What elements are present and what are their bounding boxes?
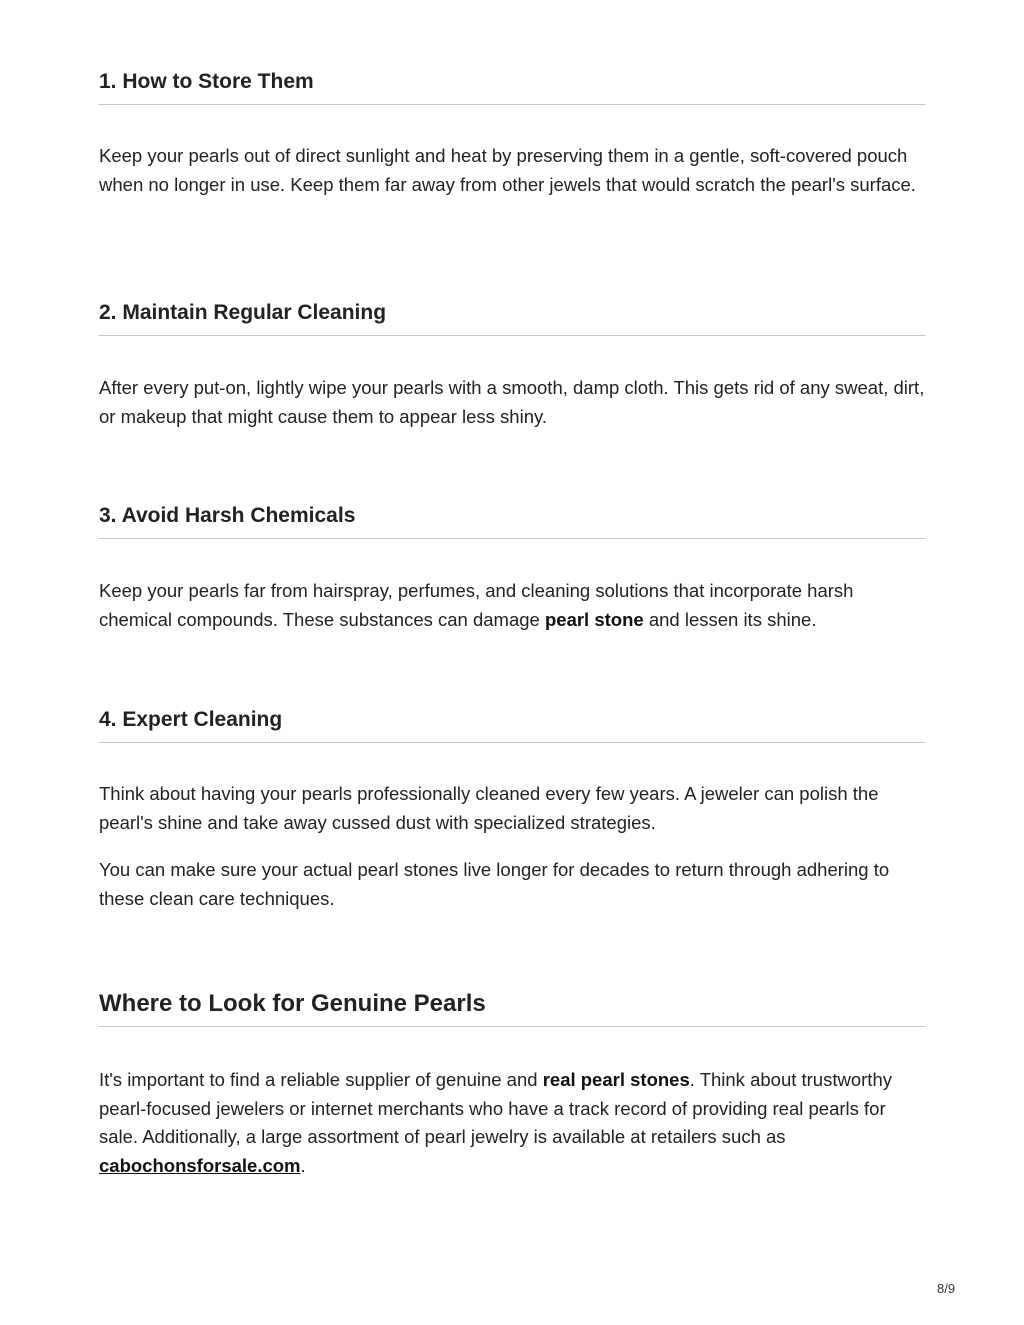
section-paragraph-expert-2: You can make sure your actual pearl stones live longer for decades to return through adhering to these clean care techniques. — [99, 859, 890, 909]
paragraph-text: Keep your pearls far from hairspray, perfumes, and cleaning solutions that incorporate harsh chemical compounds. These substances can damage — [99, 580, 854, 630]
where-paragraph — [99, 1066, 925, 1180]
paragraph-text: and lessen its shine. — [643, 608, 817, 630]
bold-keyword: pearl stone — [544, 608, 644, 630]
page-number: 8/9 — [937, 1281, 956, 1296]
cabochons-link[interactable]: cabochonsforsale.com — [99, 1154, 301, 1176]
section-heading-store: 1. How to Store Them — [99, 69, 925, 105]
section-paragraph-expert: Think about having your pearls professionally cleaned every few years. A jeweler can polish the pearl's shine and take away cussed dust with specialized strategies. — [99, 783, 879, 833]
section-paragraph-chemicals — [99, 577, 925, 634]
section-paragraph-cleaning: After every put-on, lightly wipe your pearls with a smooth, damp cloth. This gets rid of any sweat, dirt, or makeup that might cause them to appear less shiny. — [99, 377, 925, 427]
where-heading: Where to Look for Genuine Pearls — [99, 990, 925, 1027]
paragraph-text: It's important to find a reliable supplier of genuine and — [99, 1069, 543, 1090]
paragraph-text: . — [300, 1154, 306, 1176]
section-paragraph-store: Keep your pearls out of direct sunlight and heat by preserving them in a gentle, soft-covered pouch when no longer in use. Keep them far away from other jewels that would scratch the pearl's surface. — [99, 145, 916, 195]
section-heading-chemicals: 3. Avoid Harsh Chemicals — [99, 503, 925, 539]
paragraph-text: . Think about trustworthy pearl-focused jewelers or internet merchants who have a track record of providing real pearls for sale. Additionally, a large assortment of pearl jewelry is available at retailers such as — [99, 1069, 892, 1147]
bold-keyword: real pearl stones — [542, 1069, 690, 1090]
section-heading-expert: 4. Expert Cleaning — [99, 707, 925, 743]
section-heading-cleaning: 2. Maintain Regular Cleaning — [99, 300, 925, 336]
